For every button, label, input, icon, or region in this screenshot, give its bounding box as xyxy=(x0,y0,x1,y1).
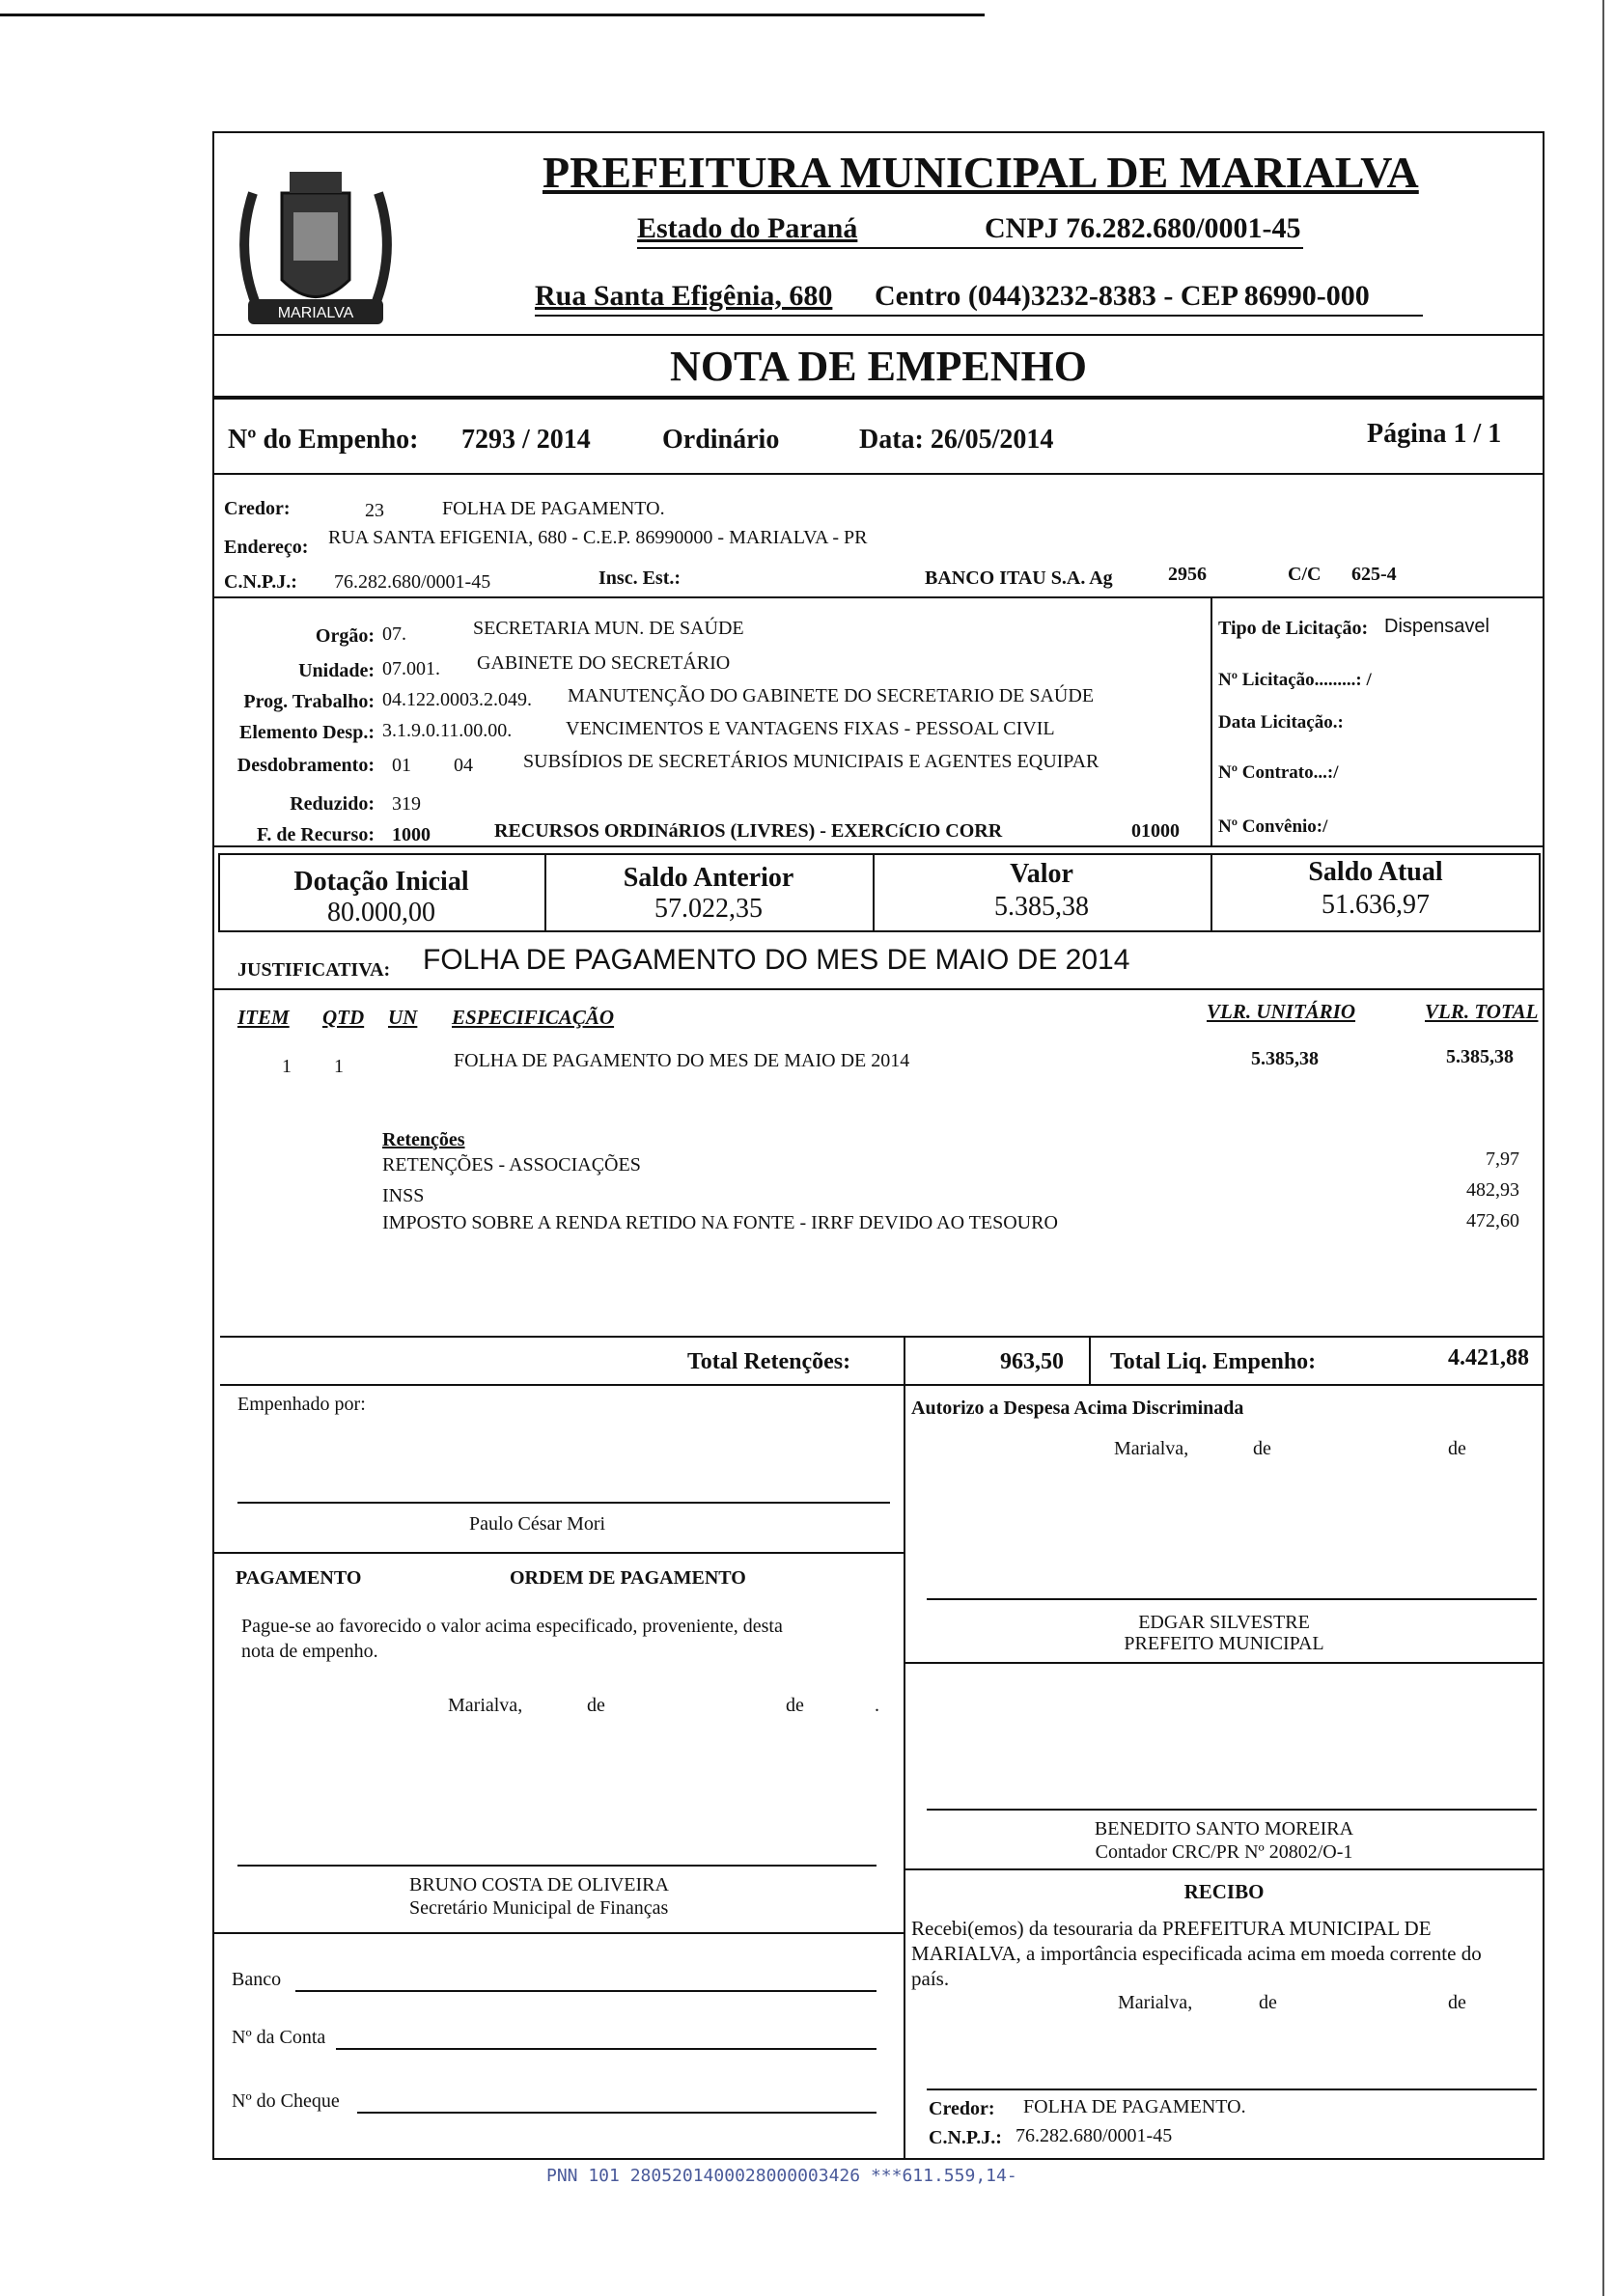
credor-insc-label: Insc. Est.: xyxy=(598,567,682,589)
recurso-name: RECURSOS ORDINáRIOS (LIVRES) - EXERCíCIO CORR xyxy=(494,820,1003,842)
recibo-city: Marialva, xyxy=(1118,1992,1193,2013)
right-place-de-2: de xyxy=(1448,1438,1466,1459)
col-item: ITEM xyxy=(237,1006,290,1029)
totals-div-1 xyxy=(904,1336,905,1386)
left-place-de-1: de xyxy=(587,1695,605,1716)
item-1-item: 1 xyxy=(282,1056,292,1077)
retencao-label-1: RETENÇÕES - ASSOCIAÇÕES xyxy=(382,1154,641,1176)
credor-address-label: Endereço: xyxy=(224,537,309,558)
elem-label: Elemento Desp.: xyxy=(239,722,375,743)
empenhado-label: Empenhado por: xyxy=(237,1394,366,1415)
atual-value: 51.636,97 xyxy=(1322,890,1430,920)
pague-line-1: Pague-se ao favorecido o valor acima especificado, proveniente, desta xyxy=(241,1616,783,1637)
recibo-credor-name: FOLHA DE PAGAMENTO. xyxy=(1023,2096,1246,2117)
licitacao-tipo-label: Tipo de Licitação: xyxy=(1218,618,1369,639)
credor-agency: 2956 xyxy=(1168,564,1207,585)
item-1-qtd: 1 xyxy=(334,1056,344,1077)
credor-cnpj: 76.282.680/0001-45 xyxy=(334,571,491,593)
recibo-cnpj: 76.282.680/0001-45 xyxy=(1016,2125,1173,2146)
col-un: UN xyxy=(388,1006,418,1029)
recurso-code: 1000 xyxy=(392,824,431,845)
empenho-date: Data: 26/05/2014 xyxy=(859,425,1054,455)
rule-right-contador-top xyxy=(904,1662,1544,1664)
cheque-label: Nº do Cheque xyxy=(232,2090,340,2112)
reduzido-value: 319 xyxy=(392,793,421,815)
retencao-label-3: IMPOSTO SOBRE A RENDA RETIDO NA FONTE - IRRF DEVIDO AO TESOURO xyxy=(382,1212,1058,1233)
prog-code: 04.122.0003.2.049. xyxy=(382,689,532,710)
empenho-label: Nº do Empenho: xyxy=(228,425,419,455)
credor-bank: BANCO ITAU S.A. Ag xyxy=(925,567,1113,589)
credor-cnpj-label: C.N.P.J.: xyxy=(224,571,297,593)
rule-header-bottom xyxy=(212,334,1544,336)
desd-name: SUBSÍDIOS DE SECRETÁRIOS MUNICIPAIS E AGENTES EQUIPAR xyxy=(523,751,1099,772)
prog-label: Prog. Trabalho: xyxy=(243,691,375,712)
header-address-rule xyxy=(535,315,1423,317)
credor-name: FOLHA DE PAGAMENTO. xyxy=(442,498,665,519)
prefeito-name: EDGAR SILVESTRE xyxy=(1138,1612,1310,1633)
header-address: Centro (044)3232-8383 - CEP 86990-000 xyxy=(875,280,1370,312)
empenho-type: Ordinário xyxy=(662,425,780,455)
licitacao-contrato: Nº Contrato...:/ xyxy=(1218,762,1339,783)
recurso-code-2: 01000 xyxy=(1131,820,1180,842)
totals-div-2 xyxy=(1089,1336,1091,1386)
scan-right-line xyxy=(1602,0,1604,2296)
licitacao-tipo-value: Dispensavel xyxy=(1384,616,1489,637)
header-street: Rua Santa Efigênia, 680 xyxy=(535,280,833,312)
elem-name: VENCIMENTOS E VANTAGENS FIXAS - PESSOAL CIVIL xyxy=(566,718,1055,739)
credor-cc-label: C/C xyxy=(1288,564,1322,585)
dotacao-label: Dotação Inicial xyxy=(293,867,469,897)
col-qtd: QTD xyxy=(322,1006,365,1029)
recibo-cnpj-label: C.N.P.J.: xyxy=(929,2127,1002,2148)
document-title: NOTA DE EMPENHO xyxy=(670,343,1087,390)
licitacao-numero: Nº Licitação.........: / xyxy=(1218,670,1372,690)
secretario-name: BRUNO COSTA DE OLIVEIRA xyxy=(409,1874,669,1895)
rule-budget-bottom xyxy=(212,845,1544,847)
item-1-total: 5.385,38 xyxy=(1446,1046,1514,1067)
empenho-page: Página 1 / 1 xyxy=(1367,419,1502,449)
rule-left-pagamento-top xyxy=(212,1552,904,1554)
anterior-value: 57.022,35 xyxy=(654,894,763,924)
reduzido-label: Reduzido: xyxy=(290,793,375,815)
banco-line xyxy=(295,1990,877,1992)
col-unit: VLR. UNITÁRIO xyxy=(1207,1000,1356,1023)
recibo-credor-label: Credor: xyxy=(929,2098,995,2119)
item-1-spec: FOLHA DE PAGAMENTO DO MES DE MAIO DE 2014 xyxy=(454,1050,910,1071)
orgao-code: 07. xyxy=(382,623,406,645)
header-cnpj: CNPJ 76.282.680/0001-45 xyxy=(985,212,1301,244)
total-liq-label: Total Liq. Empenho: xyxy=(1110,1349,1317,1374)
licitacao-convenio: Nº Convênio:/ xyxy=(1218,816,1328,837)
rule-justificativa-bottom xyxy=(212,988,1544,990)
rule-right-recibo-top xyxy=(904,1868,1544,1870)
recibo-de-1: de xyxy=(1259,1992,1277,2013)
rule-totals-top xyxy=(220,1336,1543,1338)
rule-title-bottom xyxy=(212,396,1544,400)
contador-title: Contador CRC/PR Nº 20802/O-1 xyxy=(1095,1841,1353,1863)
retencao-value-1: 7,97 xyxy=(1486,1148,1519,1170)
rule-totals-bottom xyxy=(220,1384,1543,1386)
rule-credor-bottom xyxy=(212,596,1544,598)
municipal-crest xyxy=(214,154,417,347)
unidade-name: GABINETE DO SECRETÁRIO xyxy=(477,652,731,674)
bottom-center-divider xyxy=(904,1384,905,2160)
crest-ribbon-text: MARIALVA xyxy=(277,305,354,321)
atual-label: Saldo Atual xyxy=(1308,857,1443,887)
credor-address: RUA SANTA EFIGENIA, 680 - C.E.P. 86990000 - MARIALVA - PR xyxy=(328,527,868,548)
footer-code: PNN 101 2805201400028000003426 ***611.559,14- xyxy=(546,2166,1017,2186)
credor-cc: 625-4 xyxy=(1351,564,1397,585)
unidade-code: 07.001. xyxy=(382,658,440,679)
desd-code-a: 01 xyxy=(392,755,411,776)
elem-code: 3.1.9.0.11.00.00. xyxy=(382,720,513,741)
justificativa-label: JUSTIFICATIVA: xyxy=(237,959,391,981)
retencoes-title: Retenções xyxy=(382,1129,465,1150)
prefeito-sign-line xyxy=(927,1598,1537,1600)
total-retencoes-value: 963,50 xyxy=(1000,1349,1064,1374)
header-state-rule xyxy=(637,247,1303,249)
recibo-title: RECIBO xyxy=(1183,1880,1265,1903)
scan-top-line xyxy=(0,14,985,16)
rule-left-banco-top xyxy=(212,1932,904,1934)
empenhado-sign-line xyxy=(237,1502,890,1504)
right-place-city: Marialva, xyxy=(1114,1438,1189,1459)
recibo-line-1: Recebi(emos) da tesouraria da PREFEITURA MUNICIPAL DE xyxy=(911,1917,1432,1940)
rule-budget-divider xyxy=(1210,596,1212,845)
recibo-line-3: país. xyxy=(911,1967,950,1990)
prog-name: MANUTENÇÃO DO GABINETE DO SECRETARIO DE SAÚDE xyxy=(568,685,1095,706)
cheque-line xyxy=(357,2112,877,2114)
dotacao-value: 80.000,00 xyxy=(327,898,435,927)
orgao-label: Orgão: xyxy=(315,625,375,647)
left-place-dot: . xyxy=(875,1695,879,1716)
autorizo-label: Autorizo a Despesa Acima Discriminada xyxy=(911,1397,1244,1419)
contador-sign-line xyxy=(927,1809,1537,1811)
empenhado-name: Paulo César Mori xyxy=(469,1513,606,1535)
retencao-value-2: 482,93 xyxy=(1466,1179,1519,1201)
recibo-line-2: MARIALVA, a importância especificada acima em moeda corrente do xyxy=(911,1942,1482,1965)
secretario-title: Secretário Municipal de Finanças xyxy=(409,1897,669,1919)
item-1-unit: 5.385,38 xyxy=(1251,1048,1319,1069)
header-state: Estado do Paraná xyxy=(637,212,858,244)
col-spec: ESPECIFICAÇÃO xyxy=(452,1006,615,1029)
header-title: PREFEITURA MUNICIPAL DE MARIALVA xyxy=(543,148,1419,197)
credor-code: 23 xyxy=(365,500,384,521)
valor-value: 5.385,38 xyxy=(994,892,1089,922)
licitacao-data: Data Licitação.: xyxy=(1218,712,1344,733)
prefeito-title: PREFEITO MUNICIPAL xyxy=(1124,1633,1324,1654)
retencao-label-2: INSS xyxy=(382,1185,425,1206)
valor-label: Valor xyxy=(1010,859,1073,889)
pague-line-2: nota de empenho. xyxy=(241,1641,378,1662)
total-liq-value: 4.421,88 xyxy=(1448,1345,1529,1370)
desd-label: Desdobramento: xyxy=(237,755,375,776)
retencao-value-3: 472,60 xyxy=(1466,1210,1519,1231)
col-total: VLR. TOTAL xyxy=(1425,1000,1539,1023)
pagamento-label: PAGAMENTO xyxy=(236,1567,362,1589)
unidade-label: Unidade: xyxy=(298,660,375,681)
left-place-city: Marialva, xyxy=(448,1695,523,1716)
empenho-number: 7293 / 2014 xyxy=(461,425,591,455)
justificativa-text: FOLHA DE PAGAMENTO DO MES DE MAIO DE 2014 xyxy=(423,944,1130,976)
recibo-sign-line xyxy=(927,2089,1537,2090)
ordem-label: ORDEM DE PAGAMENTO xyxy=(510,1567,746,1589)
desd-code-b: 04 xyxy=(454,755,473,776)
total-retencoes-label: Total Retenções: xyxy=(687,1349,851,1374)
anterior-label: Saldo Anterior xyxy=(623,863,794,893)
rule-empenho-bottom xyxy=(212,473,1544,475)
left-place-de-2: de xyxy=(786,1695,804,1716)
conta-label: Nº da Conta xyxy=(232,2027,326,2048)
right-place-de-1: de xyxy=(1253,1438,1271,1459)
orgao-name: SECRETARIA MUN. DE SAÚDE xyxy=(473,618,744,639)
contador-name: BENEDITO SANTO MOREIRA xyxy=(1094,1818,1354,1840)
credor-label: Credor: xyxy=(224,498,291,519)
conta-line xyxy=(336,2048,877,2050)
recurso-label: F. de Recurso: xyxy=(256,824,375,845)
banco-label: Banco xyxy=(232,1969,282,1990)
secretario-sign-line xyxy=(237,1865,877,1867)
recibo-de-2: de xyxy=(1448,1992,1466,2013)
